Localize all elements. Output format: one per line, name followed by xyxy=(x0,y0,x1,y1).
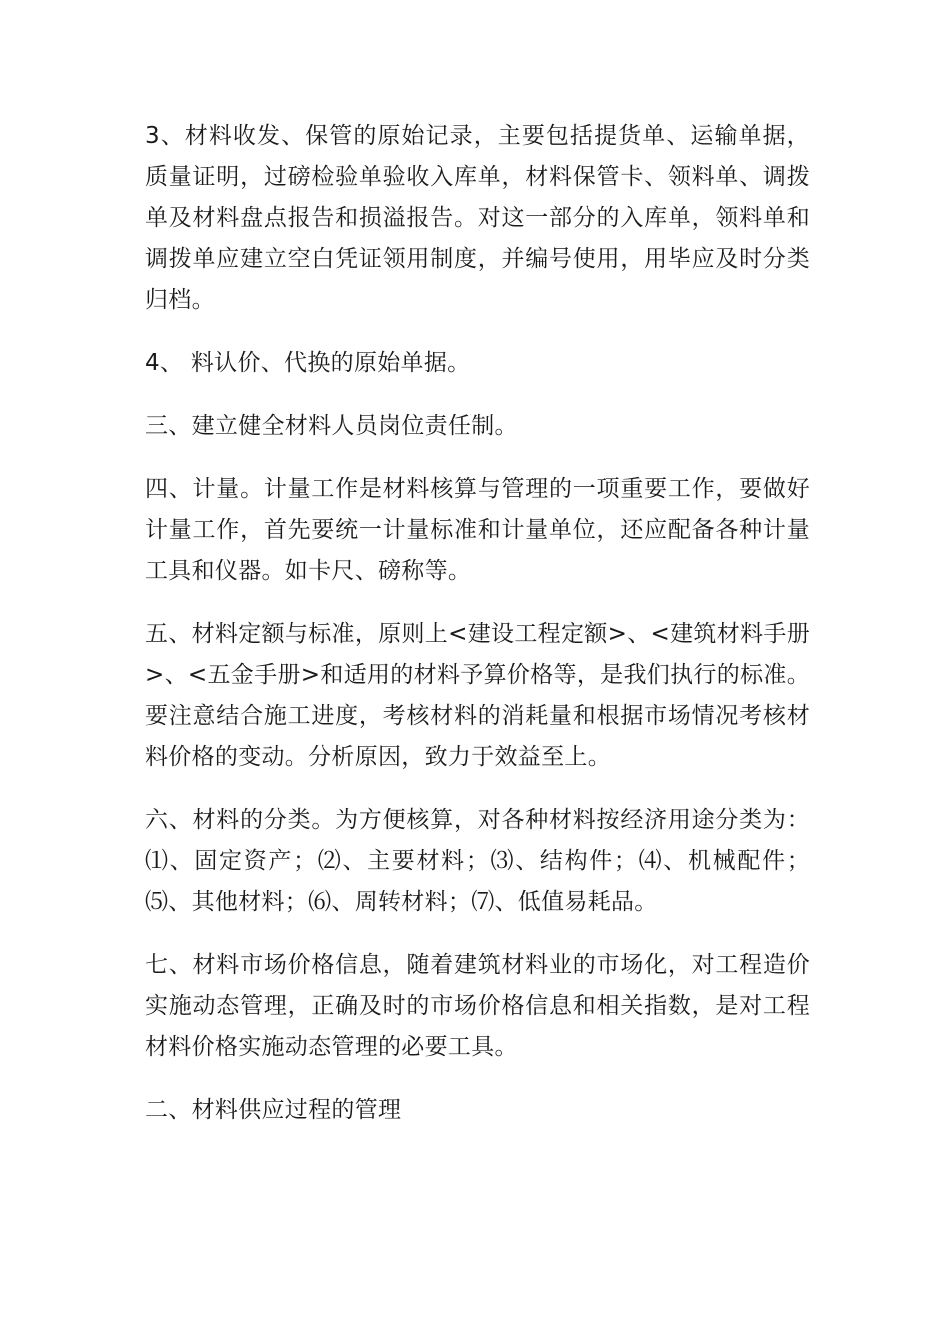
paragraph-market-price: 七、材料市场价格信息，随着建筑材料业的市场化，对工程造价实施动态管理，正确及时的市场价格信息和相关指数，是对工程材料价格实施动态管理的必要工具。 xyxy=(145,952,810,1060)
paragraph-original-records: 3、材料收发、保管的原始记录，主要包括提货单、运输单据，质量证明，过磅检验单验收入库单，材料保管卡、领料单、调拨单及材料盘点报告和损溢报告。对这一部分的入库单，领料单和调拨单应建立空白凭证领用制度，并编号使用，用毕应及时分类归档。 xyxy=(145,123,810,313)
paragraph-price-documents: 4、 料认价、代换的原始单据。 xyxy=(145,350,471,376)
paragraph-classification: 六、材料的分类。为方便核算，对各种材料按经济用途分类为：⑴、固定资产；⑵、主要材料；⑶、结构件；⑷、机械配件；⑸、其他材料；⑹、周转材料；⑺、低值易耗品。 xyxy=(145,807,810,915)
paragraph-measurement: 四、计量。计量工作是材料核算与管理的一项重要工作，要做好计量工作，首先要统一计量标准和计量单位，还应配备各种计量工具和仪器。如卡尺、磅称等。 xyxy=(145,476,810,584)
paragraph-quota-standards: 五、材料定额与标准，原则上<建设工程定额>、<建筑材料手册>、<五金手册>和适用的材料予算价格等，是我们执行的标准。要注意结合施工进度，考核材料的消耗量和根据市场情况考核材料价格的变动。分析原因，致力于效益至上。 xyxy=(145,621,810,770)
paragraph-responsibility: 三、建立健全材料人员岗位责任制。 xyxy=(145,413,518,439)
document-body xyxy=(145,116,810,1153)
section-heading-supply: 二、材料供应过程的管理 xyxy=(145,1097,402,1123)
